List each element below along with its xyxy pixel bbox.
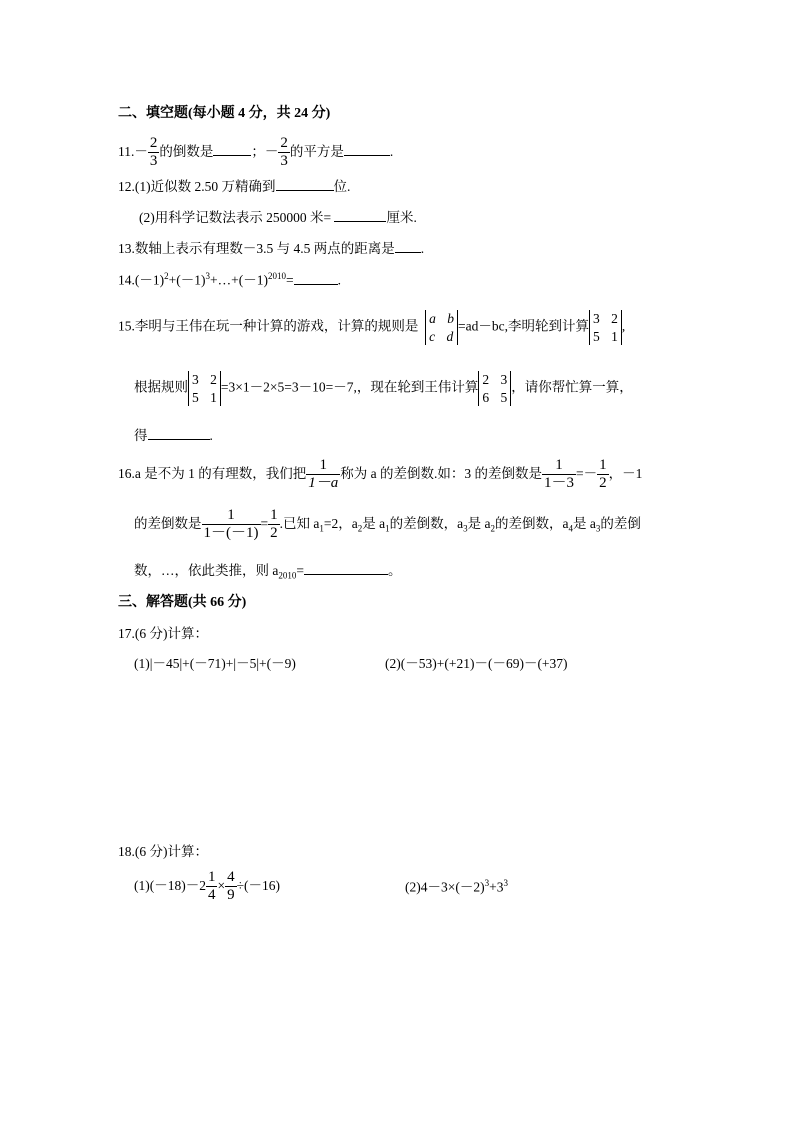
q16-fraction-ex2-result	[268, 507, 280, 543]
question-15-line-3	[134, 429, 213, 443]
q18-p2-sup2: 3	[503, 878, 508, 888]
q18-part-2	[405, 879, 508, 894]
q16-f3-num: 1	[597, 457, 609, 475]
q11-end: .	[389, 143, 394, 159]
q15-matrix3-row1: 3 2	[192, 372, 217, 387]
q15-by-rule-text: 根据规则	[134, 379, 188, 395]
q18-p1-end: ÷(－16)	[236, 877, 281, 893]
section-title-solutions: 三、解答题(共 66 分)	[118, 595, 247, 610]
q15-line1-end: ,	[621, 318, 626, 334]
q15-matrix1-row1: a b	[429, 311, 454, 326]
q16-sub-7: 3	[595, 523, 601, 534]
q16-equals: =	[260, 515, 269, 531]
q13-end: .	[420, 241, 425, 256]
q16-equals-neg: =－	[576, 465, 598, 481]
q16-f4-num: 1	[202, 507, 261, 525]
q11-frac1-den: 3	[149, 153, 158, 170]
q14-part-b: +(－1)	[168, 272, 206, 288]
q16-sub-2: 2	[357, 523, 363, 534]
q16-sub-1: 1	[319, 523, 324, 534]
q16-sub-2010: 2010	[278, 570, 297, 581]
q15-end: .	[209, 428, 213, 443]
q17-heading: 17.(6 分)计算：	[118, 626, 208, 641]
q18-p2-sup1: 3	[484, 878, 490, 888]
q16-end: 。	[388, 563, 402, 578]
q15-matrix3-row2: 5 1	[192, 389, 217, 405]
q15-matrix4-row1: 2 3	[482, 372, 508, 387]
question-16-line-2	[134, 507, 641, 543]
q16-fraction-ex1	[542, 457, 576, 493]
q14-part-c: +…+(－1)	[209, 272, 268, 288]
q18-mix-den: 4	[207, 887, 216, 904]
q11-frac1-num: 2	[148, 135, 160, 153]
q16-l3-equals: =	[296, 563, 304, 578]
q16-text-e: 是 a	[362, 515, 386, 531]
q18-mixed-fraction	[206, 869, 218, 905]
q16-sub-4: 3	[463, 523, 468, 534]
q18-p2-start: (2)4－3×(－2)	[405, 879, 485, 895]
q17-part-1: (1)|－45|+(－71)+|－5|+(－9)	[134, 656, 296, 671]
q16-example-text: 称为 a 的差倒数.如：3 的差倒数是	[340, 465, 543, 481]
q18-fraction	[225, 869, 237, 905]
q15-example-calc: =3×1－2×5=3－10=－7,，现在轮到王伟计算	[220, 379, 479, 395]
q11-fraction-2	[278, 135, 290, 171]
q15-matrix-abcd	[425, 310, 458, 345]
q16-f3-den: 2	[599, 475, 607, 492]
q12-line1-text: 12.(1)近似数 2.50 万精确到	[118, 179, 276, 194]
q18-part-1	[134, 869, 280, 905]
q16-f2-den: 1－3	[544, 475, 575, 492]
q11-text-1: 的倒数是	[159, 143, 214, 159]
q16-text-f: 的差倒数，a	[389, 515, 464, 531]
q16-sub-6: 4	[568, 523, 573, 534]
q11-number: 11.－	[118, 143, 148, 159]
q14-end: .	[337, 272, 341, 288]
q15-matrix-li	[589, 310, 622, 345]
question-16-line-3	[134, 564, 402, 581]
q12-blank-2[interactable]	[334, 220, 386, 222]
q11-blank-1[interactable]	[213, 154, 251, 156]
q16-f4-den: 1－(－1)	[203, 525, 259, 542]
q14-sup-c: 2010	[267, 271, 286, 281]
q11-text-2: ；－	[251, 143, 279, 159]
q16-text-g: 是 a	[467, 515, 491, 531]
q15-rule-text: 15.李明与王伟在玩一种计算的游戏，计算的规则是	[118, 318, 419, 334]
q14-sup-b: 3	[205, 271, 210, 281]
q15-matrix2-row1: 3 2	[592, 311, 618, 326]
q16-f5-num: 1	[268, 507, 280, 525]
q18-f-den: 9	[227, 887, 235, 904]
q18-p1-start: (1)(－18)－2	[134, 877, 206, 893]
q11-frac2-den: 3	[280, 153, 288, 170]
q16-text-i: 是 a	[572, 515, 596, 531]
q18-f-num: 4	[225, 869, 237, 887]
q16-fraction-ex1-result	[597, 457, 609, 493]
question-16-line-1	[118, 457, 642, 493]
q16-sub-3: 1	[385, 523, 390, 534]
q16-f2-num: 1	[542, 457, 576, 475]
q18-times: ×	[217, 877, 226, 893]
q18-heading: 18.(6 分)计算：	[118, 844, 208, 859]
q14-blank[interactable]	[294, 283, 338, 285]
question-12-part-2	[139, 211, 417, 225]
q16-blank[interactable]	[304, 573, 388, 575]
question-13	[118, 242, 424, 256]
q15-result-label: 得	[134, 428, 148, 443]
q11-fraction-1	[148, 135, 160, 171]
q16-a1-value: =2，a	[323, 515, 358, 531]
q15-matrix2-row2: 5 1	[592, 328, 618, 344]
question-12-part-1	[118, 180, 350, 194]
q14-part-a: 14.(－1)	[118, 272, 165, 288]
q16-f1-num: 1	[306, 457, 340, 475]
q16-sub-5: 2	[490, 523, 495, 534]
q12-line2-end: 厘米.	[386, 210, 417, 225]
q16-l2-start: 的差倒数是	[134, 515, 202, 531]
question-14	[118, 272, 341, 287]
q12-line1-end: 位.	[333, 179, 351, 194]
question-15-line-1	[118, 310, 625, 345]
q16-given: .已知 a	[279, 515, 320, 531]
q16-text-j: 的差倒	[600, 515, 641, 531]
q13-blank[interactable]	[395, 251, 421, 253]
question-15-line-2	[134, 371, 633, 406]
q16-f5-den: 2	[270, 525, 278, 542]
q16-fraction-ex2	[202, 507, 261, 543]
q15-matrix4-row2: 6 5	[482, 389, 508, 405]
q15-matrix-example	[188, 371, 221, 406]
q16-l3-start: 数，…，依此类推，则 a	[134, 563, 279, 578]
question-11	[118, 135, 393, 171]
section-title-fill-in: 二、填空题(每小题 4 分，共 24 分)	[118, 106, 331, 121]
q15-blank[interactable]	[148, 438, 210, 440]
q11-blank-2[interactable]	[344, 154, 390, 156]
q15-matrix1-row2: c d	[429, 328, 454, 344]
q15-matrix-wang	[478, 371, 511, 406]
q16-fraction-def	[306, 457, 340, 493]
q13-text: 13.数轴上表示有理数－3.5 与 4.5 两点的距离是	[118, 241, 395, 256]
q16-f1-den: 1－a	[308, 475, 339, 492]
q16-line1-end: ，－1	[608, 465, 643, 481]
q11-text-3: 的平方是	[289, 143, 344, 159]
q17-part-2: (2)(－53)+(+21)－(－69)－(+37)	[385, 656, 568, 671]
q18-mix-num: 1	[206, 869, 218, 887]
q16-intro: 16.a 是不为 1 的有理数，我们把	[118, 465, 307, 481]
q18-p2-plus: +3	[489, 879, 504, 895]
q16-text-h: 的差倒数，a	[494, 515, 569, 531]
q12-blank-1[interactable]	[276, 189, 334, 191]
q15-rule-formula: =ad－bc,李明轮到计算	[458, 318, 589, 334]
q11-frac2-num: 2	[278, 135, 290, 153]
q14-equals: =	[285, 272, 294, 288]
q12-line2-text: (2)用科学记数法表示 250000 米=	[139, 210, 332, 225]
q14-sup-a: 2	[164, 271, 169, 281]
q15-line2-end: ，请你帮忙算一算，	[511, 379, 633, 395]
